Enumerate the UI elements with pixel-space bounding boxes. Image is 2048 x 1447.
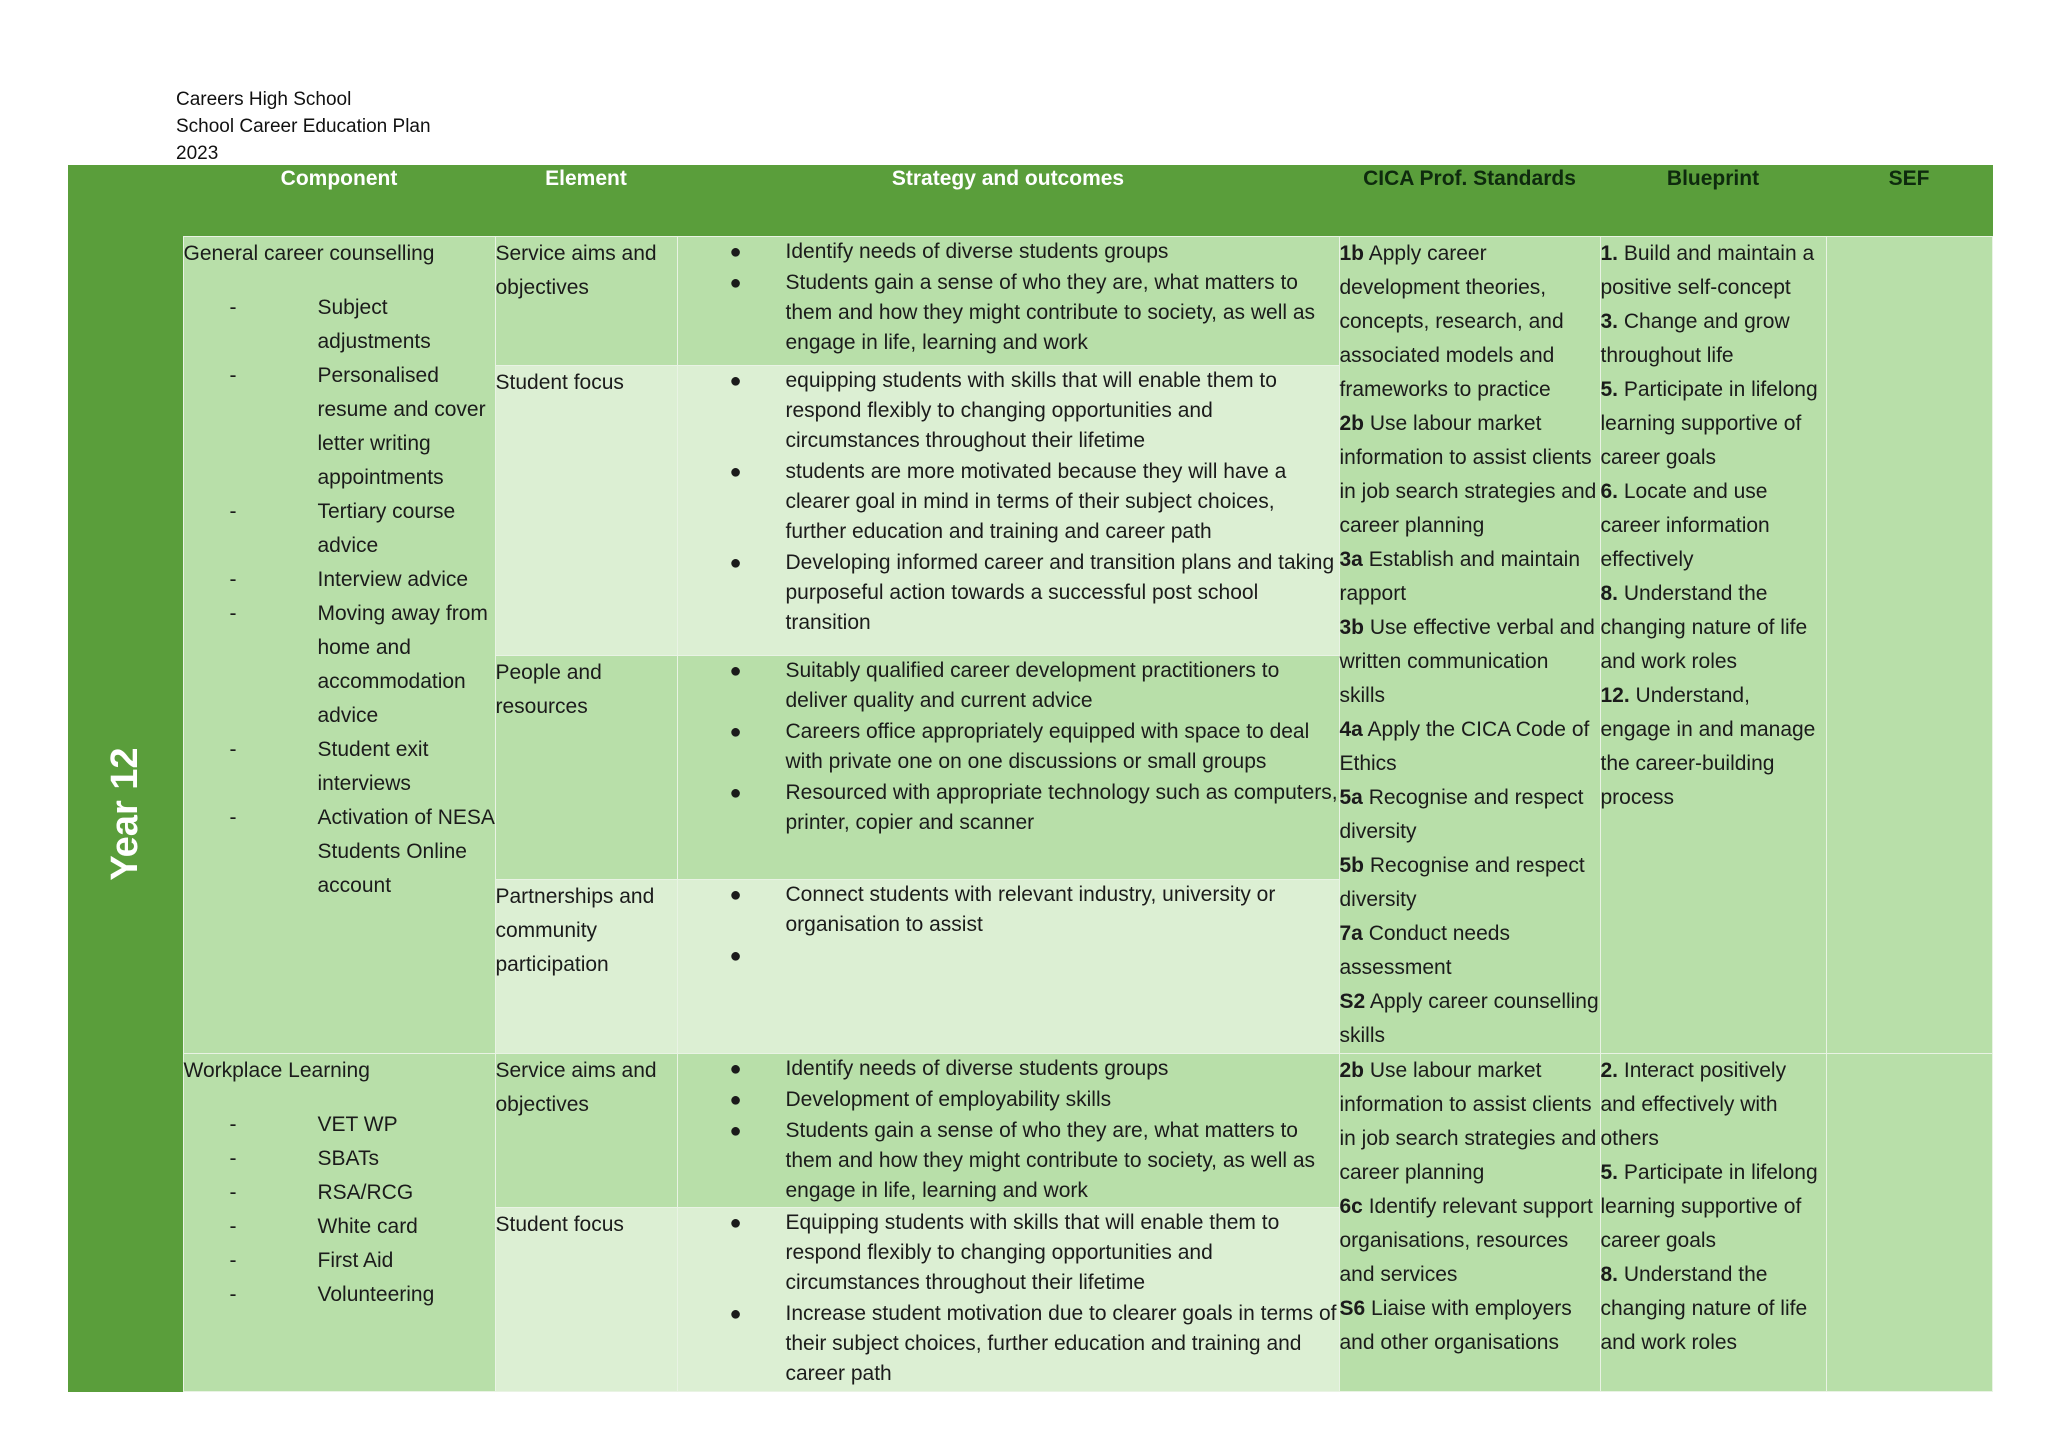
list-item: - Interview advice: [229, 568, 469, 591]
element-cell: People and resources: [495, 656, 677, 880]
blueprint-item: 6. Locate and use career information effectively: [1600, 480, 1770, 571]
component-title: General career counselling: [183, 242, 435, 265]
header-spacer: [68, 165, 183, 237]
blueprint-item: 8. Understand the changing nature of life and work roles: [1600, 1263, 1808, 1354]
list-item: ●: [729, 945, 742, 968]
component-title: Workplace Learning: [183, 1059, 370, 1082]
strategy-cell: [677, 1054, 1339, 1208]
cica-cell: [1339, 237, 1600, 1054]
cica-item: 2b Use labour market information to assist clients in job search strategies and career planning: [1339, 412, 1597, 537]
cica-cell: [1339, 1054, 1600, 1392]
list-item: - Volunteering: [229, 1283, 435, 1306]
cica-item: 4a Apply the CICA Code of Ethics: [1339, 718, 1590, 775]
strategy-cell: [677, 366, 1339, 656]
element-cell: Student focus: [495, 1208, 677, 1392]
blueprint-item: 12. Understand, engage in and manage the career-building process: [1600, 684, 1816, 809]
table-row: [68, 237, 1992, 366]
header-blueprint: Blueprint: [1600, 165, 1826, 237]
list-item: - First Aid: [229, 1249, 394, 1272]
strategy-cell: [677, 880, 1339, 1054]
list-item: - VET WP: [229, 1113, 398, 1136]
list-item: - Personalised resume and cover letter writing appointments: [229, 364, 486, 489]
list-item: ● Identify needs of diverse students groups: [729, 240, 1169, 263]
strategy-cell: [677, 1208, 1339, 1392]
table-header-row: [68, 165, 1992, 237]
list-item: - Subject adjustments: [229, 296, 431, 353]
list-item: ● students are more motivated because they will have a clearer goal in mind in terms of their subject choices, further education and training and career path: [729, 460, 1287, 544]
component-list: [184, 1108, 495, 1312]
list-item: - RSA/RCG: [229, 1181, 414, 1204]
component-list: [184, 291, 495, 903]
sef-cell: [1826, 1054, 1992, 1392]
header-strategy: Strategy and outcomes: [677, 165, 1339, 237]
list-item: ● Students gain a sense of who they are, what matters to them and how they might contribute to society, as well as engage in life, learning and work: [729, 1119, 1316, 1202]
element-cell: Service aims and objectives: [495, 237, 677, 366]
list-item: ● Development of employability skills: [729, 1088, 1112, 1111]
list-item: ● Connect students with relevant industry, university or organisation to assist: [729, 883, 1276, 937]
cica-item: 3b Use effective verbal and written communication skills: [1339, 616, 1595, 707]
list-item: ● Resourced with appropriate technology such as computers, printer, copier and scanner: [729, 781, 1338, 834]
strategy-list: [678, 656, 1339, 838]
header-component: Component: [183, 165, 495, 237]
list-item: ● Developing informed career and transition plans and taking purposeful action towards a successful post school transition: [729, 551, 1335, 635]
blueprint-item: 1. Build and maintain a positive self-concept: [1600, 242, 1815, 299]
strategy-list: [678, 1054, 1339, 1206]
blueprint-item: 5. Participate in lifelong learning supportive of career goals: [1600, 378, 1818, 469]
element-cell: Service aims and objectives: [495, 1054, 677, 1208]
cica-item: 3a Establish and maintain rapport: [1339, 548, 1580, 605]
plan-title: School Career Education Plan: [176, 116, 431, 137]
list-item: ● Suitably qualified career development practitioners to deliver quality and current advice: [729, 659, 1280, 712]
career-plan-table: [68, 165, 1993, 1392]
component-cell: [183, 1054, 495, 1392]
list-item: - Activation of NESA Students Online account: [229, 806, 494, 897]
year-label: Year 12: [104, 747, 147, 881]
sef-cell: [1826, 237, 1992, 1054]
list-item: ● Equipping students with skills that will enable them to respond flexibly to changing opportunities and circumstances throughout their lifetime: [729, 1211, 1280, 1294]
blueprint-cell: [1600, 1054, 1826, 1392]
cica-item: 6c Identify relevant support organisations, resources and services: [1339, 1195, 1593, 1286]
cica-item: 5b Recognise and respect diversity: [1339, 854, 1585, 911]
blueprint-item: 2. Interact positively and effectively with others: [1600, 1059, 1787, 1150]
list-item: - Student exit interviews: [229, 738, 429, 795]
header-element: Element: [495, 165, 677, 237]
cica-item: S2 Apply career counselling skills: [1339, 990, 1599, 1047]
plan-year: 2023: [176, 143, 219, 164]
cica-item: 7a Conduct needs assessment: [1339, 922, 1510, 979]
blueprint-item: 5. Participate in lifelong learning supportive of career goals: [1600, 1161, 1818, 1252]
year-cell: [68, 237, 183, 1392]
strategy-list: [678, 237, 1339, 358]
blueprint-cell: [1600, 237, 1826, 1054]
document-header: [176, 86, 431, 167]
strategy-list: [678, 366, 1339, 638]
strategy-cell: [677, 237, 1339, 366]
cica-item: 1b Apply career development theories, concepts, research, and associated models and frameworks to practice: [1339, 242, 1564, 401]
school-name: Careers High School: [176, 89, 352, 110]
blueprint-item: 8. Understand the changing nature of life and work roles: [1600, 582, 1808, 673]
list-item: - Tertiary course advice: [229, 500, 456, 557]
strategy-cell: [677, 656, 1339, 880]
header-sef: SEF: [1826, 165, 1992, 237]
cica-item: S6 Liaise with employers and other organisations: [1339, 1297, 1572, 1354]
element-cell: Student focus: [495, 366, 677, 656]
list-item: - SBATs: [229, 1147, 379, 1170]
header-cica: CICA Prof. Standards: [1339, 165, 1600, 237]
strategy-list: [678, 1208, 1339, 1389]
cica-item: 2b Use labour market information to assist clients in job search strategies and career planning: [1339, 1059, 1597, 1184]
list-item: - White card: [229, 1215, 418, 1238]
blueprint-item: 3. Change and grow throughout life: [1600, 310, 1790, 367]
strategy-list: [678, 880, 1339, 971]
list-item: ● Increase student motivation due to clearer goals in terms of their subject choices, further education and training and career path: [729, 1302, 1337, 1385]
element-cell: Partnerships and community participation: [495, 880, 677, 1054]
list-item: ● Identify needs of diverse students groups: [729, 1057, 1169, 1080]
cica-item: 5a Recognise and respect diversity: [1339, 786, 1584, 843]
component-cell: [183, 237, 495, 1054]
list-item: ● Careers office appropriately equipped with space to deal with private one on one discussions or small groups: [729, 720, 1310, 773]
list-item: ● Students gain a sense of who they are, what matters to them and how they might contribute to society, as well as engage in life, learning and work: [729, 271, 1316, 354]
table-row: [68, 1054, 1992, 1208]
list-item: - Moving away from home and accommodation advice: [229, 602, 488, 727]
list-item: ● equipping students with skills that will enable them to respond flexibly to changing opportunities and circumstances throughout their lifetime: [729, 369, 1277, 453]
